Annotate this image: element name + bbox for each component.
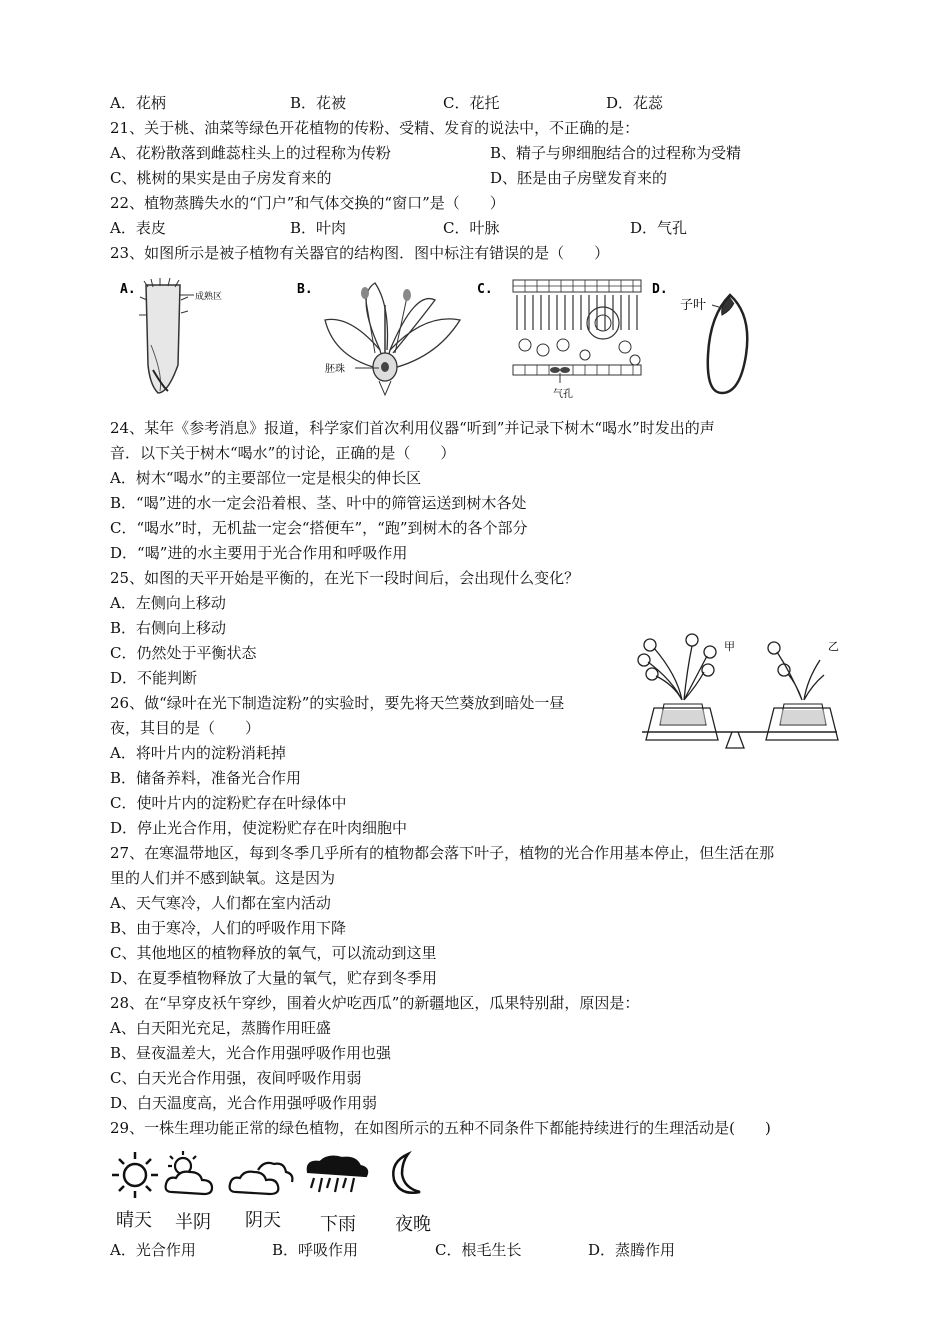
q22-option-b: B．叶肉: [290, 219, 347, 237]
q22-option-d: D．气孔: [630, 219, 688, 237]
figure-c-letter: C.: [477, 282, 493, 297]
q22-option-a: A．表皮: [110, 219, 166, 237]
weather-label-sunny: 晴天: [116, 1210, 152, 1231]
q26-stem-line1: 26、做“绿叶在光下制造淀粉”的实验时，要先将天竺葵放到暗处一昼: [110, 694, 565, 712]
q25-option-d: D．不能判断: [110, 669, 198, 687]
moon-icon: [393, 1154, 420, 1193]
weather-label-partly-cloudy: 半阴: [175, 1212, 211, 1233]
q28-option-b: B、昼夜温差大，光合作用强呼吸作用也强: [110, 1044, 392, 1062]
q21-option-a: A、花粉散落到雌蕊柱头上的过程称为传粉: [110, 144, 391, 162]
q27-option-b: B、由于寒冷，人们的呼吸作用下降: [110, 919, 347, 937]
q27-option-c: C、其他地区的植物释放的氧气，可以流动到这里: [110, 944, 437, 962]
q29-stem: 29、一株生理功能正常的绿色植物，在如图所示的五种不同条件下都能持续进行的生理活动是( ): [110, 1119, 771, 1137]
weather-label-night: 夜晚: [395, 1214, 431, 1235]
q21-option-b: B、精子与卵细胞结合的过程称为受精: [490, 144, 742, 162]
q27-option-a: A、天气寒冷，人们都在室内活动: [110, 894, 331, 912]
figure-balance-label-jia: 甲: [724, 640, 735, 653]
q20-option-c: C．花托: [443, 94, 500, 112]
q22-stem: 22、植物蒸腾失水的“门户”和气体交换的“窗口”是（ ）: [110, 194, 505, 212]
figure-d-letter: D.: [652, 282, 668, 297]
figure-a-letter: A.: [120, 282, 136, 297]
weather-label-rain: 下雨: [320, 1214, 356, 1235]
figure-leaf-section: [475, 275, 650, 400]
q24-stem-line1: 24、某年《参考消息》报道，科学家们首次利用仪器“听到”并记录下树木“喝水”时发出的声: [110, 419, 715, 437]
q21-stem: 21、关于桃、油菜等绿色开花植物的传粉、受精、发育的说法中，不正确的是：: [110, 119, 640, 137]
q22-option-c: C．叶脉: [443, 219, 500, 237]
figure-seed: [650, 275, 760, 400]
q25-option-b: B．右侧向上移动: [110, 619, 227, 637]
q29-option-a: A．光合作用: [110, 1241, 196, 1259]
q27-stem-line2: 里的人们并不感到缺氧。这是因为: [110, 869, 336, 887]
sun-icon: [112, 1152, 158, 1198]
q28-option-c: C、白天光合作用强，夜间呼吸作用弱: [110, 1069, 362, 1087]
q28-option-a: A、白天阳光充足，蒸腾作用旺盛: [110, 1019, 331, 1037]
figure-c-label: 气孔: [553, 389, 573, 400]
q24-stem-line2: 音．以下关于树木“喝水”的讨论，正确的是（ ）: [110, 444, 456, 462]
figure-balance-label-yi: 乙: [828, 640, 839, 653]
q25-option-c: C．仍然处于平衡状态: [110, 644, 257, 662]
q25-stem: 25、如图的天平开始是平衡的，在光下一段时间后，会出现什么变化？: [110, 569, 580, 587]
q24-option-c: C．“喝水”时，无机盐一定会“搭便车”，“跑”到树木的各个部分: [110, 519, 528, 537]
q28-stem: 28、在“早穿皮袄午穿纱，围着火炉吃西瓜”的新疆地区，瓜果特别甜，原因是：: [110, 994, 640, 1012]
q24-option-d: D．“喝”进的水主要用于光合作用和呼吸作用: [110, 544, 408, 562]
q26-option-b: B．储备养料，准备光合作用: [110, 769, 302, 787]
q26-option-d: D．停止光合作用，使淀粉贮存在叶肉细胞中: [110, 819, 408, 837]
q23-stem: 23、如图所示是被子植物有关器官的结构图．图中标注有错误的是（ ）: [110, 244, 610, 262]
q28-option-d: D、白天温度高，光合作用强呼吸作用弱: [110, 1094, 378, 1112]
q29-option-c: C．根毛生长: [435, 1241, 522, 1259]
q24-option-b: B．“喝”进的水一定会沿着根、茎、叶中的筛管运送到树木各处: [110, 494, 527, 512]
figure-d-label: 子叶: [680, 298, 707, 313]
figure-balance: [632, 630, 847, 755]
figure-b-label: 胚珠: [325, 364, 345, 375]
q29-option-b: B．呼吸作用: [272, 1241, 359, 1259]
rain-icon: [308, 1157, 367, 1192]
cloudy-icon: [230, 1163, 293, 1194]
q20-option-d: D．花蕊: [606, 94, 664, 112]
weather-label-cloudy: 阴天: [245, 1210, 281, 1231]
q29-option-d: D．蒸腾作用: [588, 1241, 676, 1259]
figure-root-tip: [118, 275, 238, 400]
q26-stem-line2: 夜，其目的是（ ）: [110, 719, 261, 737]
q20-option-a: A．花柄: [110, 94, 166, 112]
q26-option-a: A．将叶片内的淀粉消耗掉: [110, 744, 286, 762]
figure-flower: [295, 275, 475, 400]
q24-option-a: A．树木“喝水”的主要部位一定是根尖的伸长区: [110, 469, 422, 487]
q21-option-c: C、桃树的果实是由子房发育来的: [110, 169, 332, 187]
figure-b-letter: B.: [297, 282, 313, 297]
q21-option-d: D、胚是由子房壁发育来的: [490, 169, 668, 187]
partly-cloudy-icon: [166, 1151, 212, 1194]
q20-option-b: B．花被: [290, 94, 347, 112]
q27-stem-line1: 27、在寒温带地区，每到冬季几乎所有的植物都会落下叶子，植物的光合作用基本停止，但生活在那: [110, 844, 775, 862]
q25-option-a: A．左侧向上移动: [110, 594, 226, 612]
figure-a-label: 成熟区: [195, 292, 223, 302]
weather-figure: [108, 1148, 448, 1203]
q27-option-d: D、在夏季植物释放了大量的氧气，贮存到冬季用: [110, 969, 438, 987]
q26-option-c: C．使叶片内的淀粉贮存在叶绿体中: [110, 794, 347, 812]
